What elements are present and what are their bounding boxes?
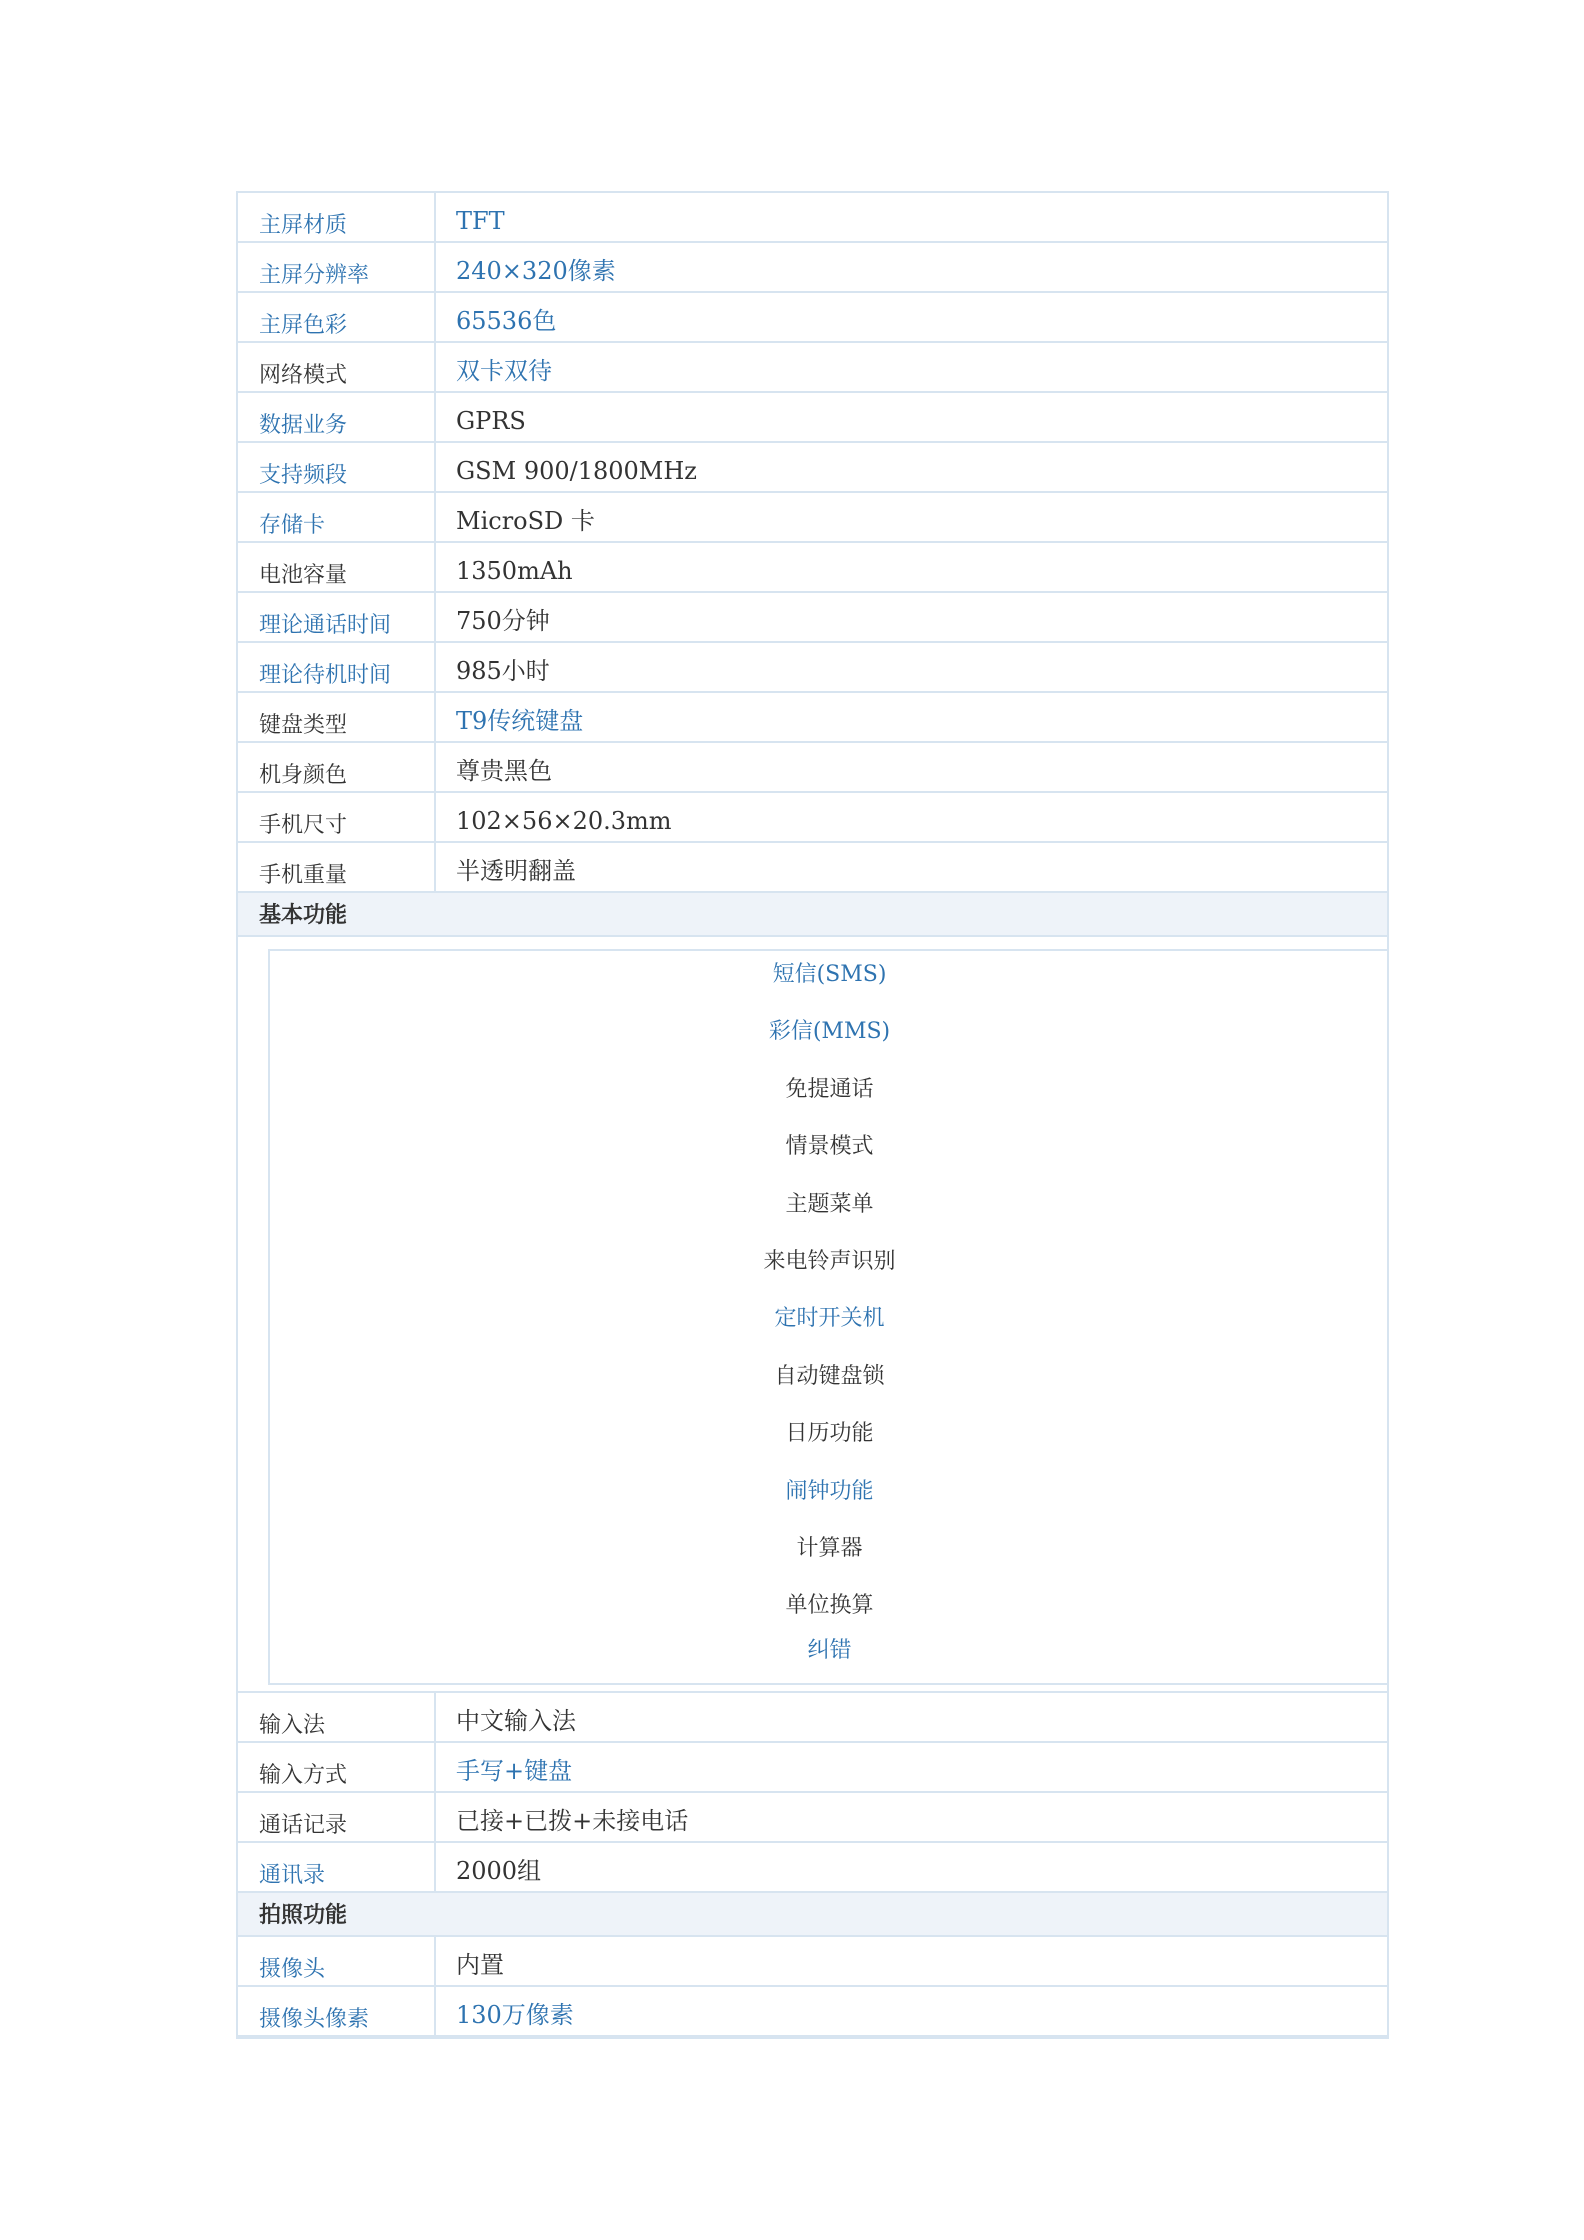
function-item: 日历功能 [785, 1421, 874, 1447]
section-header-camera: 拍照功能 [238, 1893, 1387, 1937]
spec-row [238, 1843, 1387, 1893]
spec-row [238, 1987, 1387, 2037]
spec-label: 主屏材质 [238, 193, 436, 241]
spec-label: 通讯录 [238, 1843, 436, 1891]
spec-label: 摄像头像素 [238, 1987, 436, 2035]
function-item: 情景模式 [785, 1134, 874, 1160]
spec-value: 240×320像素 [456, 257, 616, 285]
spec-row [238, 343, 1387, 393]
spec-label: 理论待机时间 [238, 643, 436, 691]
spec-row [238, 1743, 1387, 1793]
spec-row [238, 193, 1387, 243]
spec-value: 1350mAh [456, 557, 573, 585]
spec-value: 130万像素 [456, 2001, 574, 2029]
section-header-basic-functions: 基本功能 [238, 893, 1387, 937]
spec-row [238, 543, 1387, 593]
spec-label: 存储卡 [238, 493, 436, 541]
spec-row [238, 693, 1387, 743]
function-item: 定时开关机 [774, 1306, 885, 1332]
spec-label: 机身颜色 [238, 743, 436, 791]
basic-functions-list [268, 949, 1389, 1685]
spec-value: GSM 900/1800MHz [456, 457, 697, 485]
function-item: 短信(SMS) [772, 962, 887, 987]
basic-functions-cell [238, 937, 1387, 1693]
spec-row [238, 643, 1387, 693]
spec-label: 主屏色彩 [238, 293, 436, 341]
spec-value: 手写+键盘 [456, 1757, 573, 1785]
spec-label: 电池容量 [238, 543, 436, 591]
spec-value: 已接+已拨+未接电话 [456, 1807, 689, 1835]
spec-value: 内置 [456, 1951, 504, 1979]
spec-label: 手机尺寸 [238, 793, 436, 841]
spec-label: 摄像头 [238, 1937, 436, 1985]
function-item: 自动键盘锁 [774, 1363, 885, 1389]
spec-row [238, 293, 1387, 343]
function-item: 闹钟功能 [785, 1478, 874, 1504]
spec-label: 理论通话时间 [238, 593, 436, 641]
spec-label: 数据业务 [238, 393, 436, 441]
spec-row [238, 493, 1387, 543]
spec-label: 支持频段 [238, 443, 436, 491]
spec-row [238, 593, 1387, 643]
spec-label: 键盘类型 [238, 693, 436, 741]
spec-row [238, 243, 1387, 293]
spec-value: 2000组 [456, 1857, 542, 1885]
function-item: 单位换算 [785, 1593, 874, 1619]
spec-value: 尊贵黑色 [456, 757, 552, 785]
spec-value: 65536色 [456, 307, 557, 335]
spec-value: MicroSD 卡 [456, 507, 595, 535]
spec-value: 中文输入法 [456, 1707, 576, 1735]
spec-value: 半透明翻盖 [456, 857, 576, 885]
function-item: 彩信(MMS) [768, 1019, 891, 1045]
spec-label: 输入法 [238, 1693, 436, 1741]
function-item: 主题菜单 [785, 1191, 874, 1217]
spec-value: 双卡双待 [456, 357, 552, 385]
spec-value: 750分钟 [456, 607, 550, 635]
spec-row [238, 743, 1387, 793]
spec-row [238, 843, 1387, 893]
spec-label: 通话记录 [238, 1793, 436, 1841]
spec-row [238, 393, 1387, 443]
spec-value: 985小时 [456, 657, 550, 685]
spec-label: 网络模式 [238, 343, 436, 391]
spec-row [238, 1793, 1387, 1843]
spec-row [238, 1937, 1387, 1987]
spec-value: 102×56×20.3mm [456, 807, 672, 835]
function-item: 纠错 [807, 1638, 852, 1663]
spec-group-camera [238, 1937, 1387, 2037]
spec-row [238, 793, 1387, 843]
spec-group-input [238, 1693, 1387, 1893]
spec-row [238, 443, 1387, 493]
function-item: 计算器 [796, 1536, 863, 1561]
spec-group-top [238, 193, 1387, 893]
spec-label: 主屏分辨率 [238, 243, 436, 291]
function-item: 免提通话 [785, 1076, 874, 1102]
spec-value: GPRS [456, 407, 526, 435]
spec-row [238, 1693, 1387, 1743]
spec-value: TFT [456, 207, 505, 235]
spec-value: T9传统键盘 [456, 707, 584, 735]
spec-table [236, 191, 1389, 2039]
function-item: 来电铃声识别 [763, 1249, 896, 1274]
spec-label: 手机重量 [238, 843, 436, 891]
spec-label: 输入方式 [238, 1743, 436, 1791]
